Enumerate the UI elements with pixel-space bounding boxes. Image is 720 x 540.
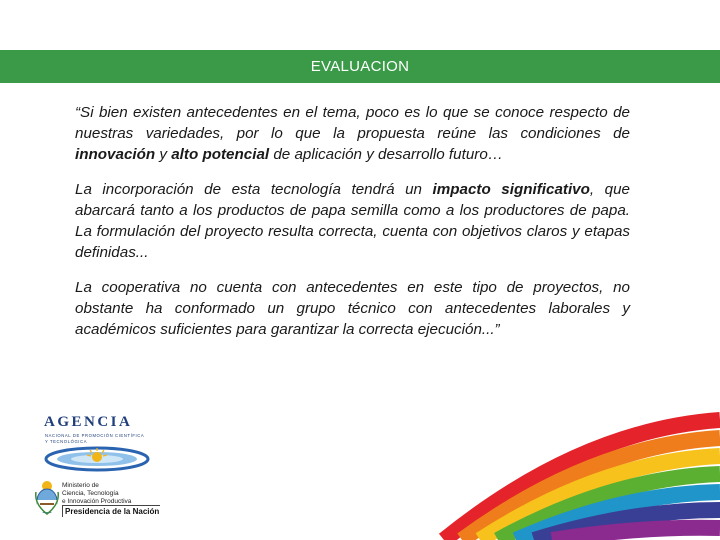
ministerio-logo: [34, 478, 158, 522]
ministerio-line-2: Ciencia, Tecnología: [62, 489, 119, 497]
paragraph-1-bold-potencial: alto potencial: [171, 146, 270, 163]
evaluation-text: [75, 102, 630, 354]
paragraph-1-text-c: de aplicación y desarrollo futuro…: [269, 146, 503, 163]
rainbow-arcs-decoration: [430, 360, 720, 540]
paragraph-2: [75, 179, 630, 263]
ministerio-line-1: Ministerio de: [62, 482, 99, 489]
paragraph-1-bold-innovacion: innovación: [75, 146, 156, 163]
paragraph-1-text-b: y: [155, 146, 172, 163]
ministerio-line-3: e Innovación Productiva: [62, 497, 132, 505]
ministerio-text: [62, 482, 131, 505]
paragraph-2-bold-impacto: impacto significativo: [432, 181, 590, 198]
paragraph-1-text-a: “Si bien existen antecedentes en el tema, poco es lo que se conoce respecto de nuestras variedades, por lo que la propuesta reúne las condiciones de: [75, 104, 630, 142]
agencia-emblem-icon: [44, 446, 150, 472]
paragraph-2-text-b: , que abarcará tanto a los productos de papa semilla como a los productores de papa. La formulación del proyecto resulta correcta, cuenta con objetivos claros y etapas definidas...: [75, 181, 631, 261]
agencia-subtitle: NACIONAL DE PROMOCIÓN CIENTÍFICA Y TECNOLÓGICA: [45, 433, 145, 444]
agencia-wordmark: AGENCIA: [44, 414, 133, 430]
page-title: EVALUACION: [310, 58, 410, 75]
paragraph-1: [75, 102, 630, 165]
presidencia-label: Presidencia de la Nación: [62, 505, 160, 517]
paragraph-2-text-a: La incorporación de esta tecnología tendrá un: [75, 181, 433, 198]
title-bar: [0, 50, 720, 83]
paragraph-3: La cooperativa no cuenta con antecedentes en este tipo de proyectos, no obstante ha conformado un grupo técnico con antecedentes laborales y académicos suficientes para garantizar la correcta ejecución...”: [75, 279, 630, 338]
agencia-logo: [42, 414, 152, 474]
national-coat-of-arms-icon: [34, 480, 60, 516]
